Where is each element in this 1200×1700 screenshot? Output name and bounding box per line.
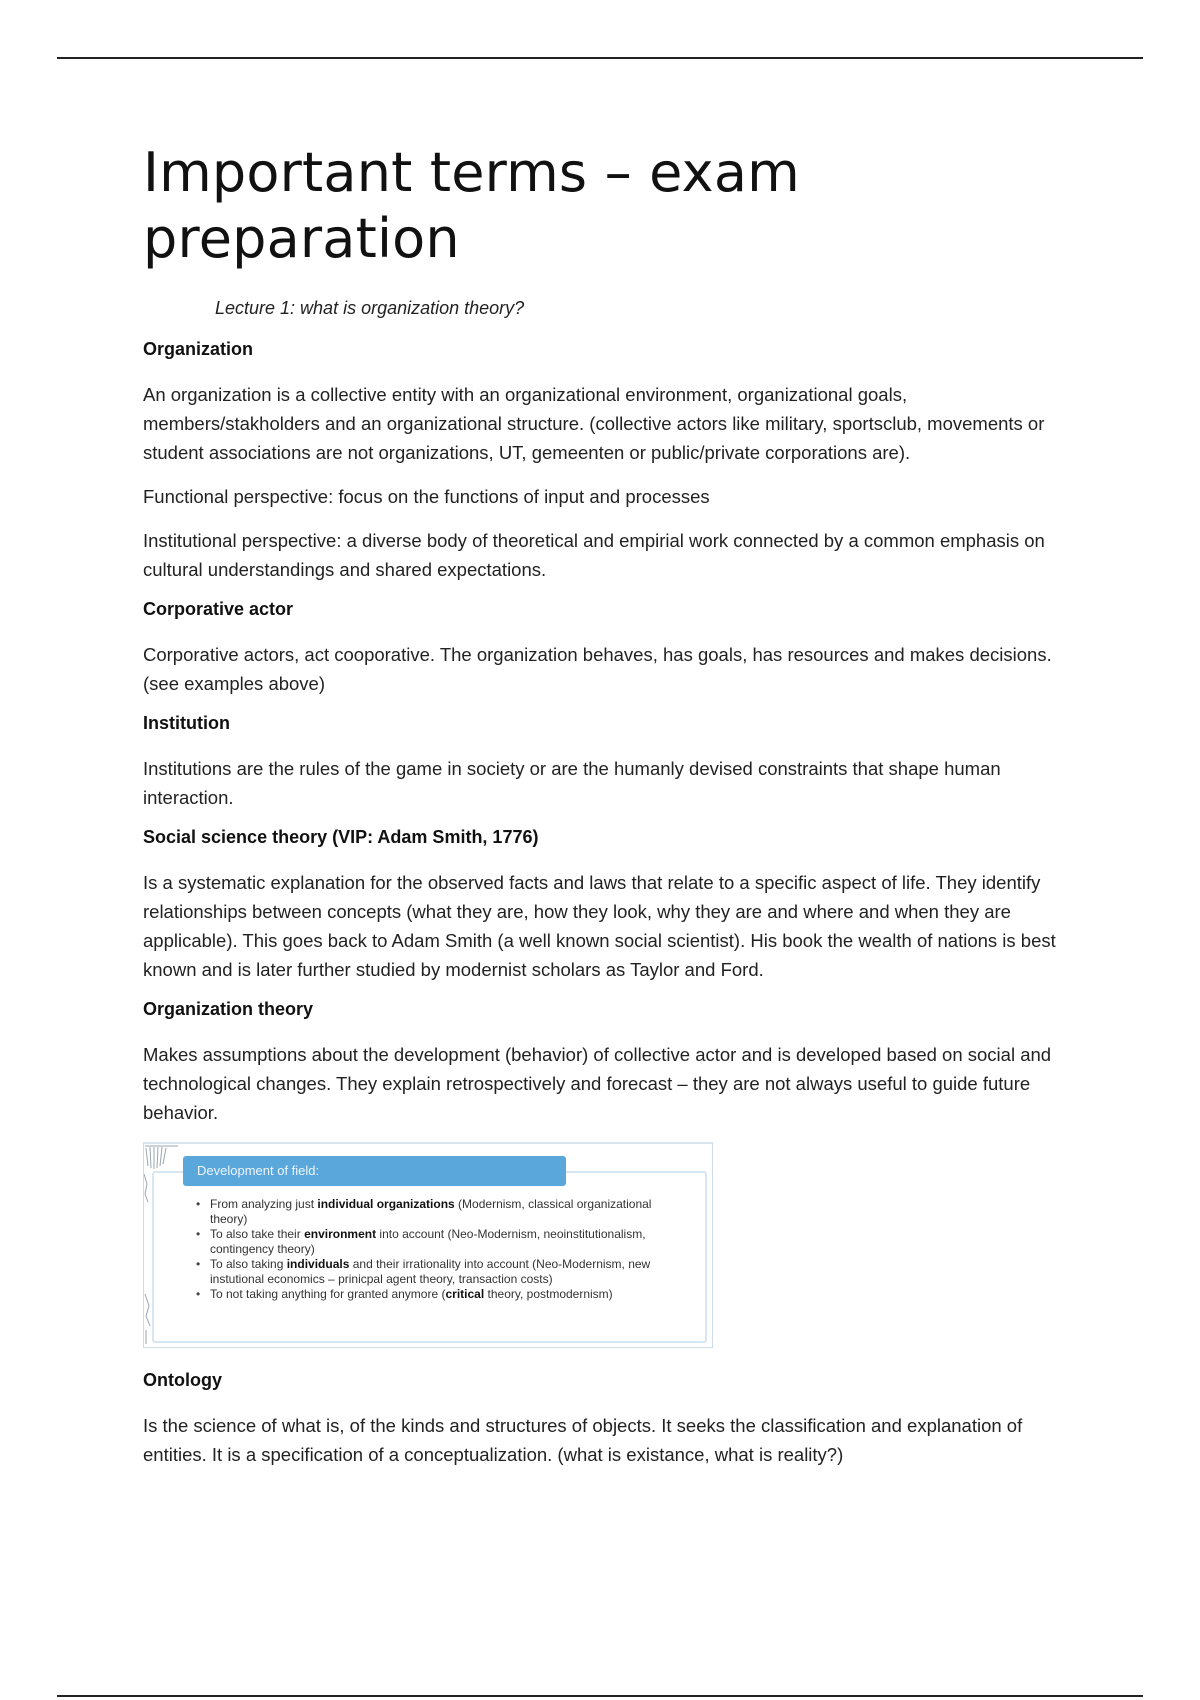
bullet-text: From analyzing just: [210, 1197, 318, 1211]
paragraph: Institutions are the rules of the game in society or are the humanly devised constraints that shape human interaction.: [143, 758, 1001, 808]
slide-bullet: [196, 1197, 666, 1226]
section-organization: [143, 339, 1063, 584]
paragraph: Makes assumptions about the development (behavior) of collective actor and is developed based on social and technological changes. They explain retrospectively and forecast – they are not always useful to guide future behavior.: [143, 1044, 1052, 1123]
bullet-text: and their irrationality into account (Neo-Modernism, new instutional economics – prinicpal agent theory, transaction costs): [210, 1257, 651, 1286]
section-social-science-theory: [143, 827, 1063, 984]
section-organization-theory: [143, 999, 1063, 1127]
bullet-bold: individual organizations: [317, 1197, 455, 1211]
slide-bullet-list: [196, 1197, 666, 1303]
section-ontology: [143, 1370, 1063, 1469]
bullet-bold: critical: [445, 1287, 485, 1301]
bullet-bold: environment: [304, 1227, 377, 1241]
term-heading: Organization theory: [143, 999, 314, 1019]
paragraph: Is the science of what is, of the kinds and structures of objects. It seeks the classification and explanation of entities. It is a specification of a conceptualization. (what is existance, what is reality?): [143, 1415, 1023, 1465]
paragraph: Functional perspective: focus on the functions of input and processes: [143, 486, 710, 507]
bullet-text: theory, postmodernism): [484, 1287, 613, 1301]
section-institution: [143, 713, 1063, 812]
paragraph: Is a systematic explanation for the observed facts and laws that relate to a specific aspect of life. They identify relationships between concepts (what they are, how they look, why they are and where and when they are applicable). This goes back to Adam Smith (a well known social scientist). His book the wealth of nations is best known and is later further studied by modernist scholars as Taylor and Ford.: [143, 872, 1056, 980]
bullet-text: To also take their: [210, 1227, 305, 1241]
slide-header: Development of field:: [183, 1156, 566, 1186]
slide-bullet: [196, 1287, 666, 1302]
term-heading: Institution: [143, 713, 230, 733]
paragraph: Institutional perspective: a diverse body of theoretical and empirial work connected by a common emphasis on cultural understandings and shared expectations.: [143, 530, 1045, 580]
bullet-text: To not taking anything for granted anymore (: [210, 1287, 446, 1301]
term-heading: Organization: [143, 339, 254, 359]
top-rule: [57, 57, 1143, 59]
paragraph: Corporative actors, act cooporative. The organization behaves, has goals, has resources and makes decisions. (see examples above): [143, 644, 1052, 694]
document-title: Important terms – exam preparation: [143, 141, 800, 270]
term-heading: Ontology: [143, 1370, 222, 1390]
lecture-heading: Lecture 1: what is organization theory?: [215, 298, 525, 318]
slide-bullet: [196, 1227, 666, 1256]
paragraph: An organization is a collective entity with an organizational environment, organizational goals, members/stakholders and an organizational structure. (collective actors like military, sportsclub, movements or student associations are not organizations, UT, gemeenten or public/private corporations are).: [143, 384, 1045, 463]
bullet-text: (Modernism, classical organizational theory): [210, 1197, 652, 1226]
document-page: [143, 140, 1063, 1484]
term-heading: Corporative actor: [143, 599, 294, 619]
section-corporative-actor: [143, 599, 1063, 698]
bullet-bold: individuals: [286, 1257, 350, 1271]
development-of-field-slide: [143, 1142, 713, 1348]
slide-bullet: [196, 1257, 666, 1286]
term-heading: Social science theory (VIP: Adam Smith, 1776): [143, 827, 539, 847]
bottom-rule: [57, 1695, 1143, 1697]
bullet-text: into account (Neo-Modernism, neoinstitutionalism, contingency theory): [210, 1227, 646, 1256]
bullet-text: To also taking: [210, 1257, 287, 1271]
